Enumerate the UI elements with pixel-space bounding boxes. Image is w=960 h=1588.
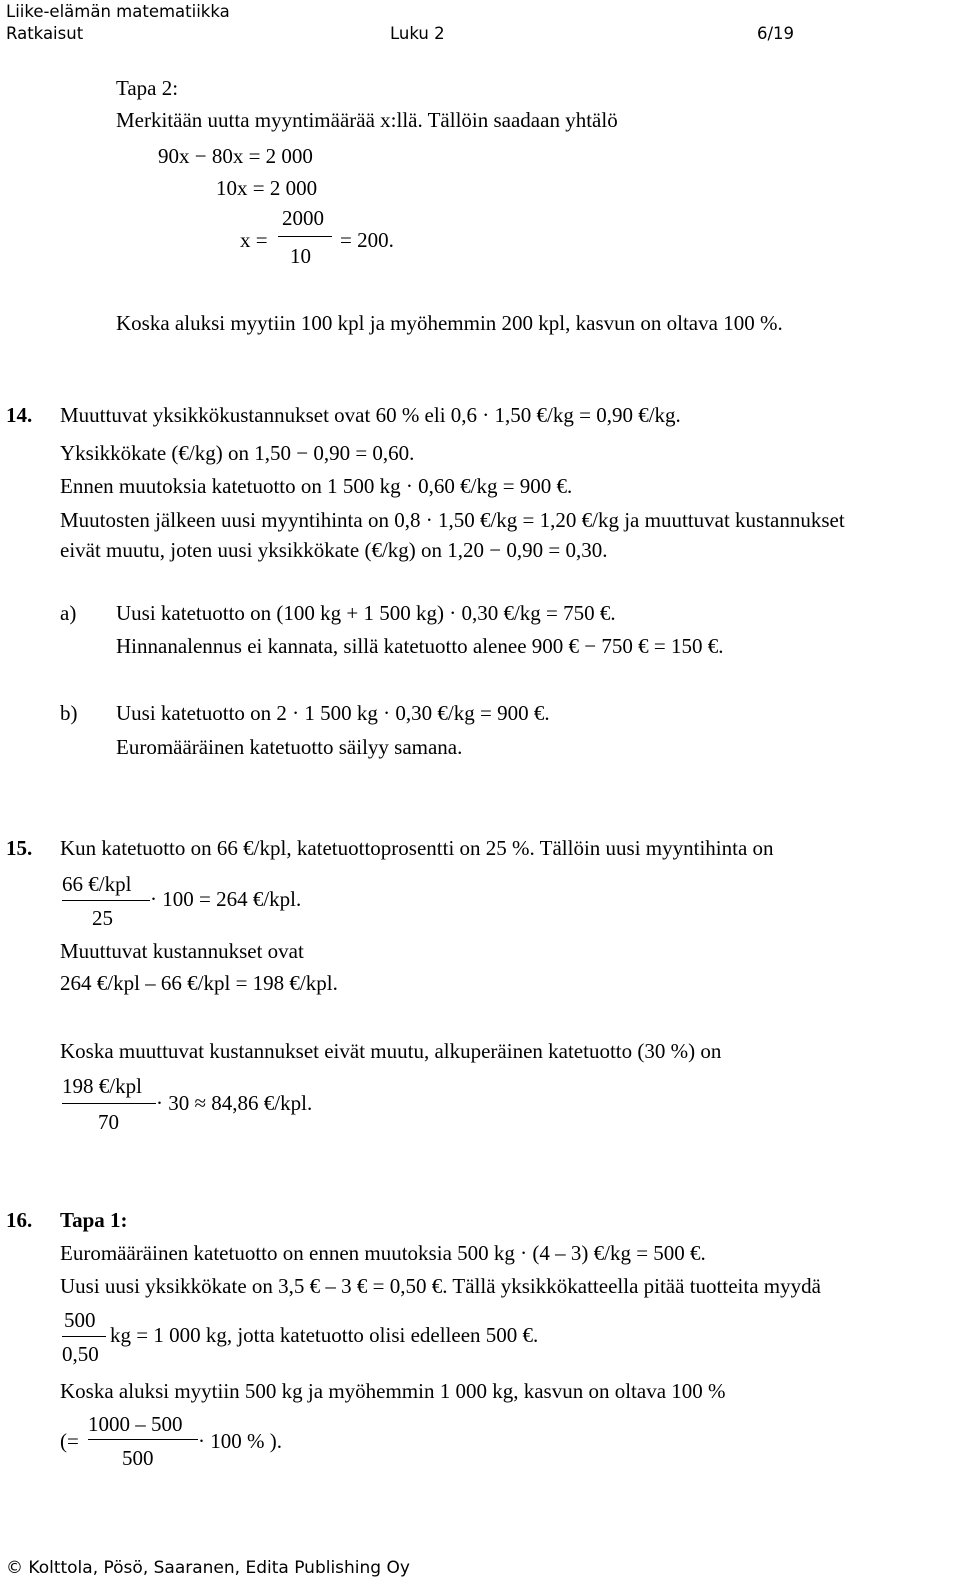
- exercise-14-number: 14.: [6, 403, 33, 427]
- ex14-line-3: Ennen muutoksia katetuotto on 1 500 kg · 0,60 €/kg = 900 €.: [60, 474, 573, 498]
- method-2-intro: Merkitään uutta myyntimäärää x:llä. Tällöin saadaan yhtälö: [116, 108, 618, 132]
- equation-line-2: 10x = 2 000: [216, 176, 318, 200]
- fraction-denominator: 10: [290, 244, 311, 268]
- ex14-part-b-label: b): [60, 701, 78, 725]
- ex16-line-1: Euromääräinen katetuotto on ennen muutoksia 500 kg · (4 – 3) €/kg = 500 €.: [60, 1241, 706, 1265]
- fraction-denominator: 70: [98, 1110, 119, 1134]
- fraction-denominator: 0,50: [62, 1342, 99, 1366]
- ex16-fraction-2-rest: · 100 % ).: [198, 1429, 282, 1453]
- ex15-line-1: Kun katetuotto on 66 €/kpl, katetuottoprosentti on 25 %. Tällöin uusi myyntihinta on: [60, 836, 774, 860]
- fraction-denominator: 25: [92, 906, 113, 930]
- fraction-bar: [62, 1336, 106, 1337]
- fraction-bar: [62, 1103, 156, 1104]
- equation-line-1: 90x − 80x = 2 000: [158, 144, 313, 168]
- ex15-line-3: 264 €/kpl – 66 €/kpl = 198 €/kpl.: [60, 971, 338, 995]
- ex14-line-1: Muuttuvat yksikkökustannukset ovat 60 % eli 0,6 · 1,50 €/kg = 0,90 €/kg.: [60, 403, 681, 427]
- exercise-15-number: 15.: [6, 836, 33, 860]
- fraction-bar: [62, 900, 150, 901]
- method-2-conclusion: Koska aluksi myytiin 100 kpl ja myöhemmin 200 kpl, kasvun on oltava 100 %.: [116, 311, 783, 335]
- copyright-footer: © Kolttola, Pösö, Saaranen, Edita Publishing Oy: [6, 1558, 410, 1578]
- fraction-bar: [278, 236, 332, 237]
- page-number: 6/19: [757, 24, 795, 43]
- ex14-part-a-line-1: Uusi katetuotto on (100 kg + 1 500 kg) · 0,30 €/kg = 750 €.: [116, 601, 616, 625]
- ex14-part-b-line-1: Uusi katetuotto on 2 · 1 500 kg · 0,30 €/kg = 900 €.: [116, 701, 550, 725]
- ex14-part-a-line-2: Hinnanalennus ei kannata, sillä katetuotto alenee 900 € − 750 € = 150 €.: [116, 634, 724, 658]
- ex16-line-2: Uusi uusi yksikkökate on 3,5 € – 3 € = 0,50 €. Tällä yksikkökatteella pitää tuotteita myydä: [60, 1274, 821, 1298]
- ex14-line-4: Muutosten jälkeen uusi myyntihinta on 0,8 · 1,50 €/kg = 1,20 €/kg ja muuttuvat kustannukset: [60, 508, 845, 532]
- book-title: Liike-elämän matematiikka: [6, 2, 230, 21]
- equation-line-3-rhs: = 200.: [340, 228, 394, 252]
- fraction-numerator: 2000: [282, 206, 324, 230]
- equation-line-3-lhs: x =: [240, 228, 268, 252]
- ex16-fraction-1-rest: kg = 1 000 kg, jotta katetuotto olisi edelleen 500 €.: [110, 1323, 539, 1347]
- method-2-heading: Tapa 2:: [116, 76, 179, 100]
- fraction-denominator: 500: [122, 1446, 154, 1470]
- method-1-heading: Tapa 1:: [60, 1208, 128, 1232]
- fraction-bar: [88, 1439, 198, 1440]
- fraction-numerator: 1000 – 500: [88, 1412, 183, 1436]
- ex14-part-b-line-2: Euromääräinen katetuotto säilyy samana.: [116, 735, 463, 759]
- fraction-numerator: 198 €/kpl: [62, 1074, 142, 1098]
- ex15-fraction-1-rest: · 100 = 264 €/kpl.: [150, 887, 302, 911]
- ex14-line-5: eivät muutu, joten uusi yksikkökate (€/kg) on 1,20 − 0,90 = 0,30.: [60, 538, 608, 562]
- fraction-numerator: 500: [64, 1308, 96, 1332]
- ex15-line-2: Muuttuvat kustannukset ovat: [60, 939, 304, 963]
- fraction-numerator: 66 €/kpl: [62, 872, 132, 896]
- ex16-line-3: Koska aluksi myytiin 500 kg ja myöhemmin 1 000 kg, kasvun on oltava 100 %: [60, 1379, 726, 1403]
- section-label: Ratkaisut: [6, 24, 84, 43]
- ex14-line-2: Yksikkökate (€/kg) on 1,50 − 0,90 = 0,60.: [60, 441, 415, 465]
- ex15-line-4: Koska muuttuvat kustannukset eivät muutu, alkuperäinen katetuotto (30 %) on: [60, 1039, 722, 1063]
- chapter-label: Luku 2: [390, 24, 445, 43]
- exercise-16-number: 16.: [6, 1208, 33, 1232]
- ex16-fraction-2-prefix: (=: [60, 1429, 79, 1453]
- ex14-part-a-label: a): [60, 601, 77, 625]
- ex15-fraction-2-rest: · 30 ≈ 84,86 €/kpl.: [156, 1091, 313, 1115]
